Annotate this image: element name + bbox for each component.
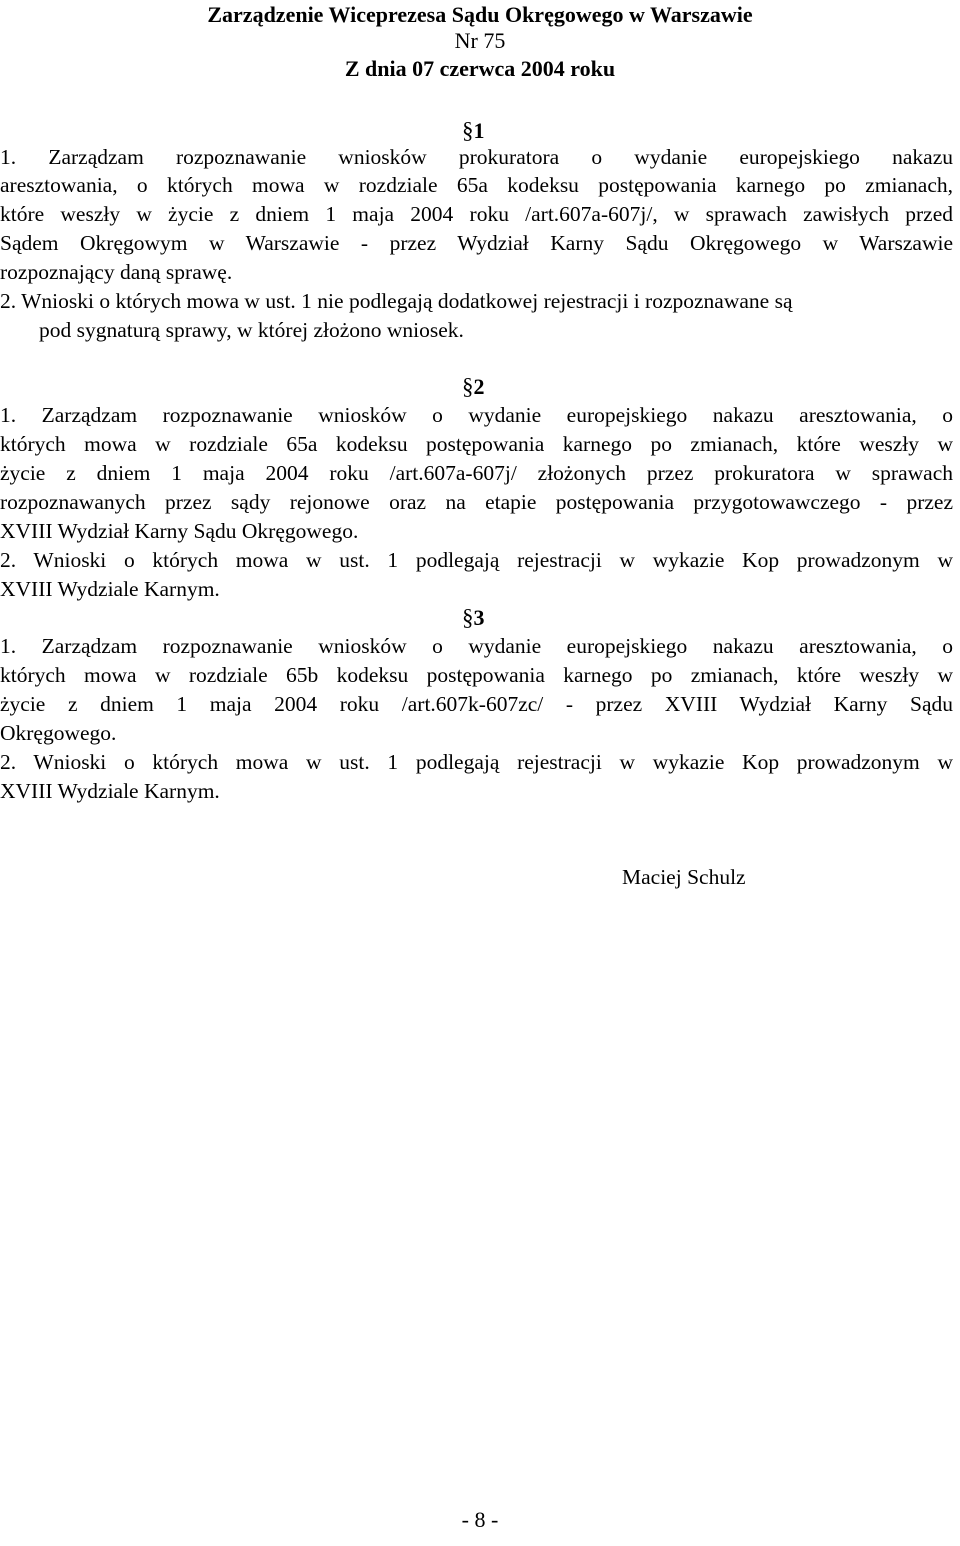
section-1-line-7: pod sygnaturą sprawy, w której złożono wniosek. xyxy=(39,318,464,342)
section-3-line-3: życie z dniem 1 maja 2004 roku /art.607k-607zc/ - przez XVIII Wydział Karny Sądu xyxy=(0,692,953,716)
section-1-line-4: Sądem Okręgowym w Warszawie - przez Wydział Karny Sądu Okręgowego w Warszawie xyxy=(0,231,953,255)
section-2-line-5: XVIII Wydział Karny Sądu Okręgowego. xyxy=(0,519,359,543)
document-date: Z dnia 07 czerwca 2004 roku xyxy=(344,56,616,81)
section-3-line-6: XVIII Wydziale Karnym. xyxy=(0,779,220,803)
section-3-line-5: 2. Wnioski o których mowa w ust. 1 podlegają rejestracji w wykazie Kop prowadzonym w xyxy=(0,750,953,774)
section-1-line-1: 1. Zarządzam rozpoznawanie wniosków prokuratora o wydanie europejskiego nakazu xyxy=(0,145,953,169)
section-3-line-2: których mowa w rozdziale 65b kodeksu postępowania karnego po zmianach, które weszły w xyxy=(0,663,953,687)
signatory-name: Maciej Schulz xyxy=(622,865,746,889)
section-symbol: § xyxy=(462,118,474,143)
section-number: 3 xyxy=(473,605,485,630)
section-1-line-6: 2. Wnioski o których mowa w ust. 1 nie podlegają dodatkowej rejestracji i rozpoznawane są xyxy=(0,289,793,313)
section-1-heading xyxy=(462,116,485,145)
section-number: 1 xyxy=(473,118,485,143)
section-3-heading xyxy=(462,603,485,632)
section-1-line-5: rozpoznający daną sprawę. xyxy=(0,260,233,284)
section-2-line-1: 1. Zarządzam rozpoznawanie wniosków o wydanie europejskiego nakazu aresztowania, o xyxy=(0,403,953,427)
section-2-line-7: XVIII Wydziale Karnym. xyxy=(0,577,220,601)
document-number: Nr 75 xyxy=(454,28,506,53)
section-3-line-1: 1. Zarządzam rozpoznawanie wniosków o wydanie europejskiego nakazu aresztowania, o xyxy=(0,634,953,658)
section-number: 2 xyxy=(473,374,485,399)
document-title: Zarządzenie Wiceprezesa Sądu Okręgowego w Warszawie xyxy=(207,2,753,27)
section-2-line-4: rozpoznawanych przez sądy rejonowe oraz na etapie postępowania przygotowawczego - przez xyxy=(0,490,953,514)
section-2-line-2: których mowa w rozdziale 65a kodeksu postępowania karnego po zmianach, które weszły w xyxy=(0,432,953,456)
section-1-line-2: aresztowania, o których mowa w rozdziale 65a kodeksu postępowania karnego po zmianach, xyxy=(0,173,953,197)
section-2-heading xyxy=(462,372,485,401)
page-number: - 8 - xyxy=(461,1507,499,1532)
section-2-line-3: życie z dniem 1 maja 2004 roku /art.607a-607j/ złożonych przez prokuratora w sprawach xyxy=(0,461,953,485)
section-1-line-3: które weszły w życie z dniem 1 maja 2004 roku /art.607a-607j/, w sprawach zawisłych przed xyxy=(0,202,953,226)
section-3-line-4: Okręgowego. xyxy=(0,721,117,745)
section-symbol: § xyxy=(462,374,474,399)
section-symbol: § xyxy=(462,605,474,630)
section-2-line-6: 2. Wnioski o których mowa w ust. 1 podlegają rejestracji w wykazie Kop prowadzonym w xyxy=(0,548,953,572)
